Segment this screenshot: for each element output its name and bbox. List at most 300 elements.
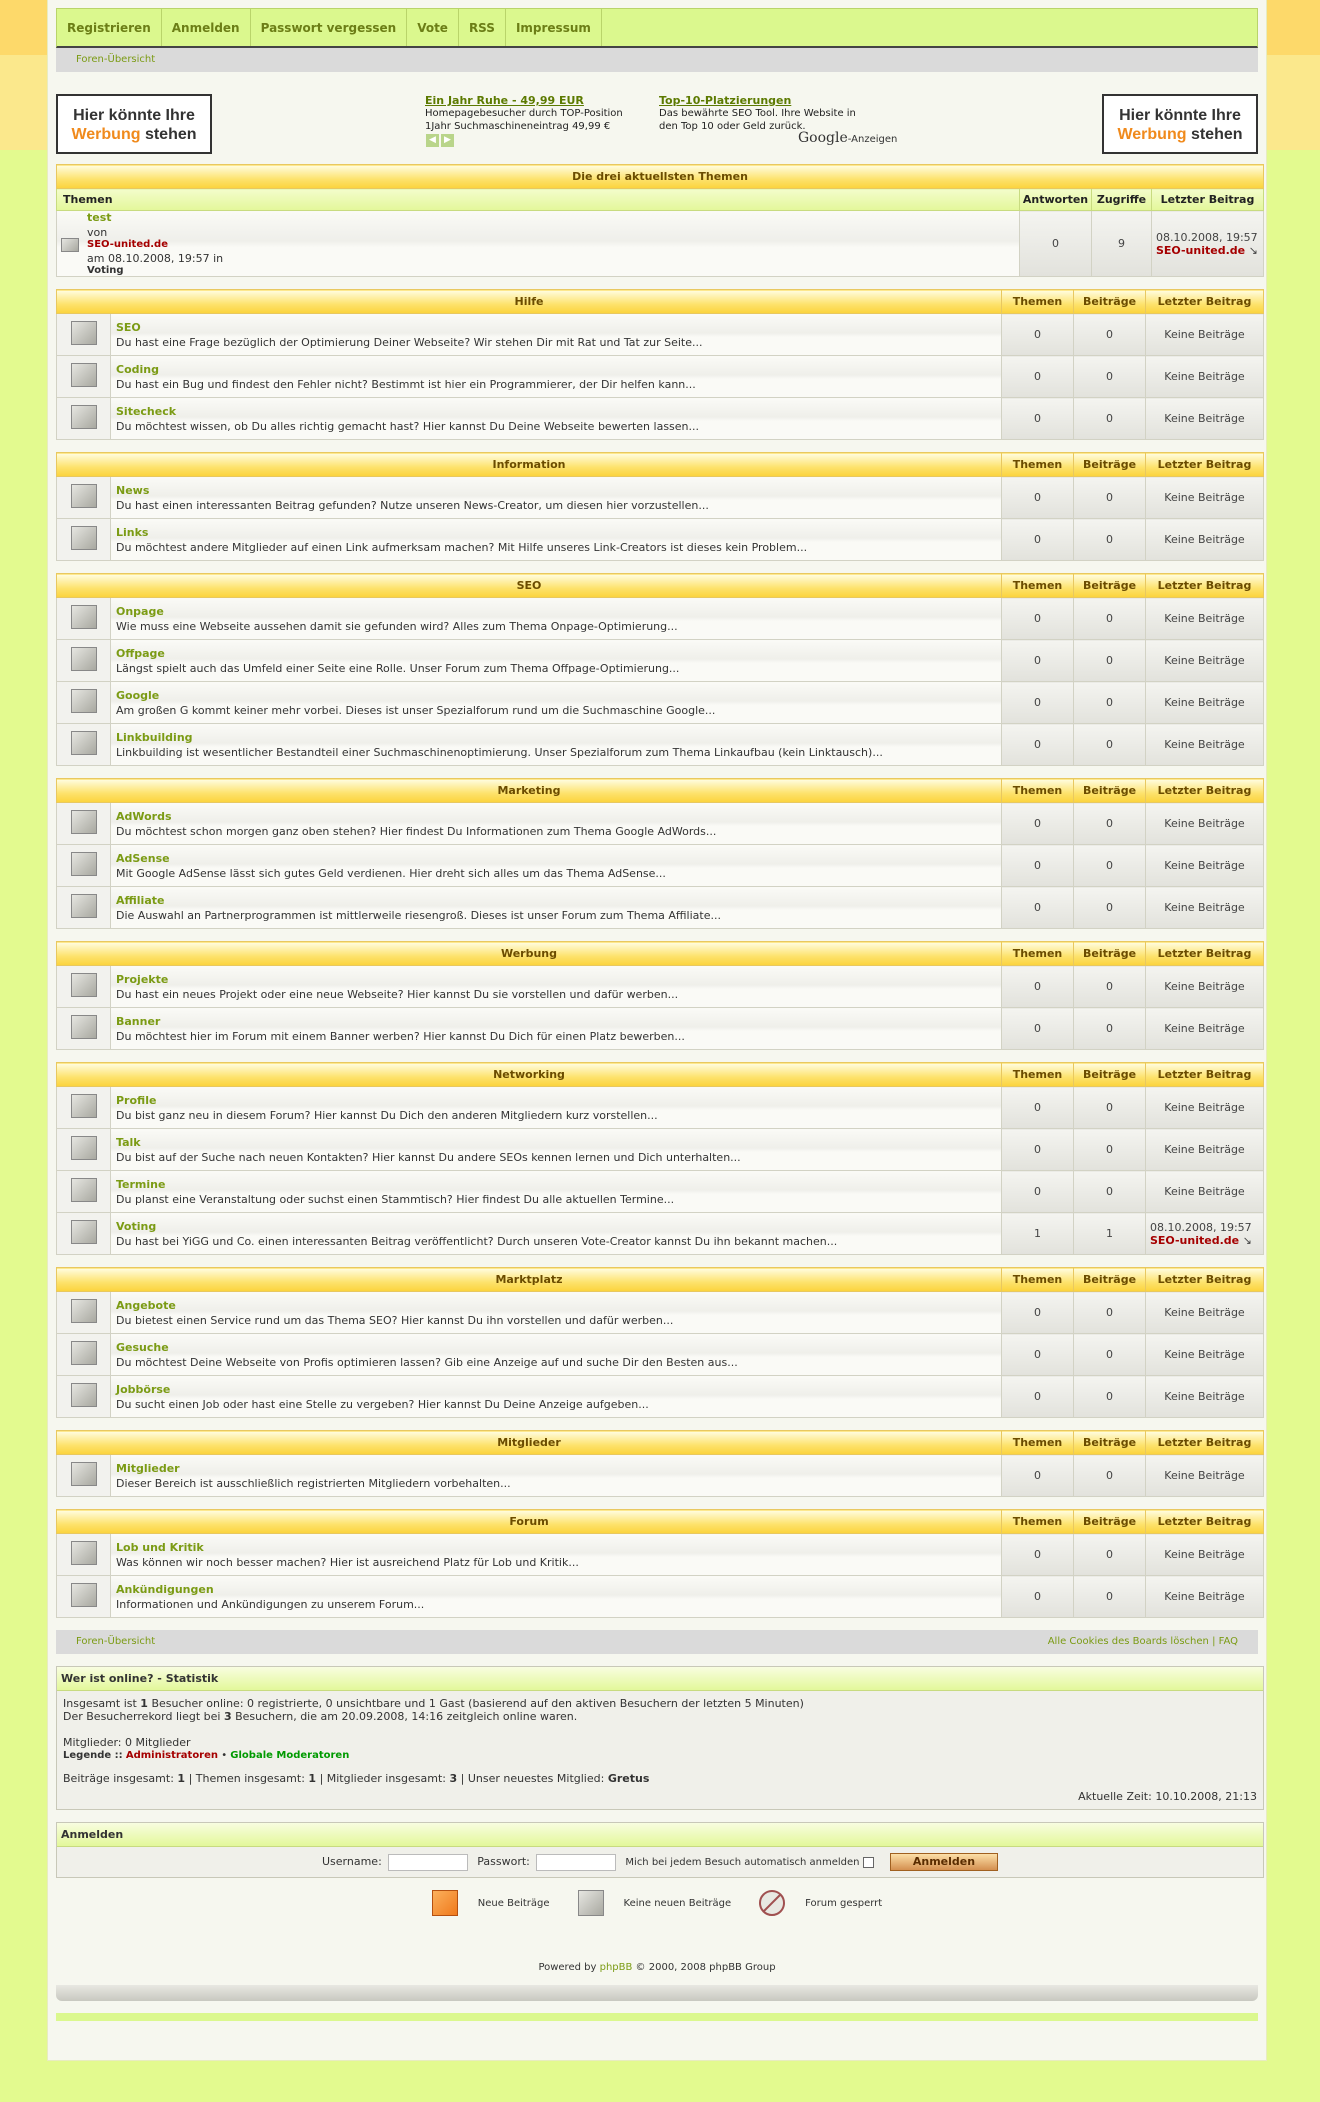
forum-last-post: Keine Beiträge	[1146, 1334, 1264, 1376]
forum-row	[57, 640, 1264, 682]
forum-last-post: Keine Beiträge	[1146, 314, 1264, 356]
ad-row	[56, 72, 1258, 164]
forum-link[interactable]: Linkbuilding	[116, 730, 193, 744]
ad-box-highlight: Werbung	[1117, 126, 1187, 143]
forum-status-icon	[71, 1136, 97, 1160]
col-beitraege: Beiträge	[1074, 942, 1146, 966]
col-letzter: Letzter Beitrag	[1146, 1268, 1264, 1292]
forum-status-icon	[71, 1383, 97, 1407]
forum-link[interactable]: Lob und Kritik	[116, 1540, 204, 1554]
col-themen: Themen	[1002, 1268, 1074, 1292]
col-letzter: Letzter Beitrag	[1146, 1431, 1264, 1455]
col-letzter: Letzter Beitrag	[1146, 453, 1264, 477]
forum-last-user-link[interactable]: SEO-united.de	[1150, 1233, 1240, 1247]
category-title: Mitglieder	[57, 1431, 1002, 1455]
ad-box-text: stehen	[144, 126, 197, 143]
forum-post-count: 0	[1074, 314, 1146, 356]
forum-last-post: Keine Beiträge	[1146, 803, 1264, 845]
forum-post-count: 0	[1074, 1008, 1146, 1050]
forum-last-post: Keine Beiträge	[1146, 640, 1264, 682]
phpbb-link[interactable]: phpBB	[599, 1962, 633, 1973]
forum-topic-count: 0	[1002, 598, 1074, 640]
forum-description: Informationen und Ankündigungen zu unserem Forum...	[116, 1597, 425, 1611]
legend-none-label: Keine neuen Beiträge	[623, 1897, 732, 1909]
login-button[interactable]: Anmelden	[890, 1853, 998, 1871]
forum-post-count: 1	[1074, 1213, 1146, 1255]
new-posts-icon	[432, 1890, 458, 1916]
forum-description: Du möchtest hier im Forum mit einem Banner werben? Hier kannst Du Dich für einen Platz bewerben...	[116, 1029, 685, 1043]
col-letzter: Letzter Beitrag	[1146, 779, 1264, 803]
col-letzter: Letzter Beitrag	[1146, 574, 1264, 598]
ad-box-highlight: Werbung	[71, 126, 141, 143]
forum-link[interactable]: Sitecheck	[116, 404, 177, 418]
topic-author-link[interactable]: SEO-united.de	[87, 239, 168, 250]
nav-register-link[interactable]: Registrieren	[57, 9, 162, 46]
forum-last-post: Keine Beiträge	[1146, 887, 1264, 929]
forum-topic-count: 0	[1002, 1292, 1074, 1334]
forum-link[interactable]: Google	[116, 688, 160, 702]
topic-replies: 0	[1020, 211, 1092, 277]
breadcrumb-index-link[interactable]: Foren-Übersicht	[76, 54, 156, 65]
latest-topics-title: Die drei aktuellsten Themen	[57, 165, 1264, 189]
forum-link[interactable]: Angebote	[116, 1298, 176, 1312]
forum-topic-count: 0	[1002, 803, 1074, 845]
forum-last-post: Keine Beiträge	[1146, 1008, 1264, 1050]
forum-status-icon	[71, 1015, 97, 1039]
stats-text: | Mitglieder insgesamt:	[319, 1772, 446, 1785]
topic-icon	[61, 238, 79, 252]
forum-last-post: Keine Beiträge	[1146, 519, 1264, 561]
password-input[interactable]	[536, 1854, 616, 1871]
forum-description: Du möchtest wissen, ob Du alles richtig gemacht hast? Hier kannst Du Deine Webseite bewerten lassen...	[116, 419, 700, 433]
powered-text: Powered by	[538, 1962, 597, 1973]
col-beitraege: Beiträge	[1074, 1268, 1146, 1292]
forum-row	[57, 519, 1264, 561]
forum-row	[57, 1213, 1264, 1255]
separator: |	[1212, 1636, 1216, 1647]
forum-description: Du möchtest Deine Webseite von Profis optimieren lassen? Gib eine Anzeige auf und suche Dir den Besten aus...	[116, 1355, 738, 1369]
login-box	[56, 1822, 1264, 1878]
forum-link[interactable]: Offpage	[116, 646, 165, 660]
forum-description: Die Auswahl an Partnerprogrammen ist mittlerweile riesengroß. Dieses ist unser Forum zum Thema Affiliate...	[116, 908, 721, 922]
forum-status-icon	[71, 363, 97, 387]
forum-row	[57, 1534, 1264, 1576]
forum-post-count: 0	[1074, 803, 1146, 845]
anzeigen-label: -Anzeigen	[847, 134, 898, 145]
forum-row	[57, 1087, 1264, 1129]
view-latest-post-icon[interactable]: ↘	[1248, 243, 1258, 257]
forum-description: Du sucht einen Job oder hast eine Stelle zu vergeben? Hier kannst Du Deine Anzeige aufgeben...	[116, 1397, 649, 1411]
col-zugriffe: Zugriffe	[1092, 189, 1152, 211]
forum-last-post: Keine Beiträge	[1146, 598, 1264, 640]
topic-forum-link[interactable]: Voting	[87, 265, 124, 276]
forum-row	[57, 1376, 1264, 1418]
forum-status-icon	[71, 1220, 97, 1244]
topic-by-label: von	[87, 226, 108, 239]
forum-last-post: Keine Beiträge	[1146, 1087, 1264, 1129]
legend-new-label: Neue Beiträge	[477, 1897, 550, 1909]
forum-topic-count: 0	[1002, 1129, 1074, 1171]
forum-row	[57, 887, 1264, 929]
forum-description: Du möchtest schon morgen ganz oben stehen? Hier findest Du Informationen zum Thema Google AdWords...	[116, 824, 717, 838]
username-label: Username:	[322, 1855, 382, 1868]
legend-mod[interactable]: Globale Moderatoren	[230, 1750, 350, 1761]
forum-description: Du hast ein Bug und findest den Fehler nicht? Bestimmt ist hier ein Programmierer, der Dir helfen kann...	[116, 377, 696, 391]
forum-description: Mit Google AdSense lässt sich gutes Geld verdienen. Hier dreht sich alles um das Thema AdSense...	[116, 866, 666, 880]
category-table	[56, 452, 1264, 561]
forum-link[interactable]: Projekte	[116, 972, 169, 986]
forum-status-icon	[71, 1299, 97, 1323]
forum-row	[57, 1455, 1264, 1497]
google-ad-1-title[interactable]: Ein Jahr Ruhe - 49,99 EUR	[425, 94, 584, 107]
forum-link[interactable]: Voting	[116, 1219, 157, 1233]
forum-topic-count: 0	[1002, 1171, 1074, 1213]
no-new-posts-icon	[578, 1890, 604, 1916]
stats-text: Besuchern, die am 20.09.2008, 14:16 zeitgleich online waren.	[235, 1710, 578, 1723]
google-ad-1-line: 1Jahr Suchmaschineneintrag 49,99 €	[425, 121, 611, 132]
forum-link[interactable]: Gesuche	[116, 1340, 169, 1354]
forum-row	[57, 398, 1264, 440]
forum-last-post: Keine Beiträge	[1146, 1292, 1264, 1334]
forum-description: Du planst eine Veranstaltung oder suchst einen Stammtisch? Hier findest Du alle aktuellen Termine...	[116, 1192, 675, 1206]
ad-box-text: Hier könnte Ihre	[1119, 107, 1241, 124]
forum-last-post: Keine Beiträge	[1146, 1534, 1264, 1576]
forum-description: Linkbuilding ist wesentlicher Bestandteil einer Suchmaschinenoptimierung. Unser Spezialforum zum Thema Linkaufbau (kein Linktausch)...	[116, 745, 883, 759]
forum-last-post: Keine Beiträge	[1146, 966, 1264, 1008]
forum-link[interactable]: Links	[116, 525, 149, 539]
forum-topic-count: 0	[1002, 314, 1074, 356]
forum-topic-count: 0	[1002, 519, 1074, 561]
google-ad-2[interactable]	[659, 94, 856, 133]
ad-prev-icon[interactable]: ◀	[426, 134, 439, 147]
forum-description: Du bietest einen Service rund um das Thema SEO? Hier kannst Du ihn vorstellen und dafür werben...	[116, 1313, 674, 1327]
username-input[interactable]	[388, 1854, 468, 1871]
forum-topic-count: 0	[1002, 724, 1074, 766]
google-ad-1-line: Homepagebesucher durch TOP-Position	[425, 108, 623, 119]
forum-topic-count: 0	[1002, 1576, 1074, 1618]
google-logo: Google	[798, 130, 848, 146]
col-letzter: Letzter Beitrag	[1146, 1510, 1264, 1534]
online-stats-body	[57, 1691, 1263, 1809]
forum-status-icon	[71, 852, 97, 876]
forum-status-icon	[71, 1094, 97, 1118]
forum-row	[57, 356, 1264, 398]
forum-row	[57, 1171, 1264, 1213]
forum-post-count: 0	[1074, 682, 1146, 724]
google-ad-1[interactable]	[425, 94, 623, 133]
legend-admin[interactable]: Administratoren	[125, 1750, 219, 1761]
forum-row	[57, 314, 1264, 356]
stats-number: 1	[308, 1772, 317, 1785]
latest-topics-table	[56, 164, 1264, 277]
forum-topic-count: 0	[1002, 640, 1074, 682]
view-latest-post-icon[interactable]: ↘	[1242, 1233, 1252, 1247]
col-beitraege: Beiträge	[1074, 779, 1146, 803]
ad-box-text: Hier könnte Ihre	[73, 107, 195, 124]
top-navigation	[56, 8, 1258, 48]
forum-status-icon	[71, 1178, 97, 1202]
topic-date-label: am 08.10.2008, 19:57 in	[87, 252, 224, 265]
col-themen: Themen	[1002, 942, 1074, 966]
forum-status-icon	[71, 405, 97, 429]
latest-topic-link[interactable]: test	[87, 211, 112, 224]
forum-post-count: 0	[1074, 1576, 1146, 1618]
category-title: Marktplatz	[57, 1268, 1002, 1292]
forum-last-date: 08.10.2008, 19:57	[1150, 1220, 1252, 1234]
forum-status-icon	[71, 526, 97, 550]
col-letzter: Letzter Beitrag	[1146, 942, 1264, 966]
ad-arrows	[426, 132, 456, 147]
breadcrumb	[56, 48, 1258, 72]
legend-bullet: •	[221, 1750, 228, 1761]
col-themen: Themen	[57, 189, 1020, 211]
col-themen: Themen	[1002, 574, 1074, 598]
forum-topic-count: 0	[1002, 887, 1074, 929]
login-title: Anmelden	[57, 1823, 1263, 1847]
forum-last-post: Keine Beiträge	[1146, 1171, 1264, 1213]
stats-members: Mitglieder: 0 Mitglieder	[63, 1736, 191, 1749]
forum-row	[57, 966, 1264, 1008]
forum-topic-count: 0	[1002, 477, 1074, 519]
forum-last-post: Keine Beiträge	[1146, 356, 1264, 398]
forum-topic-count: 0	[1002, 1087, 1074, 1129]
ad-box-text: stehen	[1190, 126, 1243, 143]
forum-status-icon	[71, 321, 97, 345]
forum-link[interactable]: Coding	[116, 362, 159, 376]
category-table	[56, 289, 1264, 440]
forum-topic-count: 0	[1002, 398, 1074, 440]
nav-password-link[interactable]: Passwort vergessen	[251, 9, 408, 46]
stats-text: Beiträge insgesamt:	[63, 1772, 174, 1785]
nav-impressum-link[interactable]: Impressum	[506, 9, 602, 46]
password-label: Passwort:	[477, 1855, 530, 1868]
bottom-index-link[interactable]: Foren-Übersicht	[76, 1636, 156, 1647]
forum-last-post	[1146, 1213, 1264, 1255]
col-themen: Themen	[1002, 779, 1074, 803]
forum-description: Am großen G kommt keiner mehr vorbei. Dieses ist unser Spezialforum rund um die Suchmaschine Google...	[116, 703, 716, 717]
forum-link[interactable]: Mitglieder	[116, 1461, 180, 1475]
forum-topic-count: 0	[1002, 1455, 1074, 1497]
category-table	[56, 941, 1264, 1050]
newest-member-link[interactable]: Gretus	[607, 1772, 650, 1785]
forum-row	[57, 1292, 1264, 1334]
col-beitraege: Beiträge	[1074, 1510, 1146, 1534]
copyright-text: © 2000, 2008 phpBB Group	[635, 1962, 776, 1973]
forum-last-post: Keine Beiträge	[1146, 682, 1264, 724]
online-stats-title: Wer ist online? - Statistik	[57, 1667, 1263, 1691]
forum-status-icon	[71, 1583, 97, 1607]
category-title: Networking	[57, 1063, 1002, 1087]
forum-status-icon	[71, 647, 97, 671]
forum-post-count: 0	[1074, 1292, 1146, 1334]
footer-bar-bottom	[56, 2013, 1258, 2021]
topic-last-date: 08.10.2008, 19:57	[1156, 230, 1258, 244]
forum-link[interactable]: News	[116, 483, 150, 497]
footer-powered	[56, 1962, 1258, 1973]
forum-description: Dieser Bereich ist ausschließlich registrierten Mitgliedern vorbehalten...	[116, 1476, 511, 1490]
col-themen: Themen	[1002, 290, 1074, 314]
forum-link[interactable]: Termine	[116, 1177, 166, 1191]
category-table	[56, 778, 1264, 929]
forum-row	[57, 1008, 1264, 1050]
forum-description: Du bist ganz neu in diesem Forum? Hier kannst Du Dich den anderen Mitgliedern kurz vorstellen...	[116, 1108, 658, 1122]
forum-locked-icon	[759, 1890, 785, 1916]
category-table	[56, 1267, 1264, 1418]
google-ad-2-line: Das bewährte SEO Tool. Ihre Website in	[659, 108, 856, 119]
forum-description: Du möchtest andere Mitglieder auf einen Link aufmerksam machen? Mit Hilfe unseres Link-Creators ist dieses kein Problem...	[116, 540, 808, 554]
forum-categories	[56, 289, 1258, 1618]
forum-link[interactable]: Profile	[116, 1093, 157, 1107]
google-ads-brand[interactable]	[798, 130, 897, 146]
category-title: Forum	[57, 1510, 1002, 1534]
category-table	[56, 1509, 1264, 1618]
forum-link[interactable]: Jobbörse	[116, 1382, 171, 1396]
forum-link[interactable]: Banner	[116, 1014, 161, 1028]
category-table	[56, 573, 1264, 766]
forum-post-count: 0	[1074, 887, 1146, 929]
legend-label: Legende ::	[63, 1750, 123, 1761]
stats-number: 3	[449, 1772, 458, 1785]
forum-status-icon	[71, 484, 97, 508]
col-letzter: Letzter Beitrag	[1146, 290, 1264, 314]
nav-vote-link[interactable]: Vote	[407, 9, 459, 46]
forum-post-count: 0	[1074, 1534, 1146, 1576]
forum-post-count: 0	[1074, 477, 1146, 519]
stats-number: 1	[140, 1697, 148, 1710]
category-table	[56, 1430, 1264, 1497]
topic-last-user-link[interactable]: SEO-united.de	[1156, 243, 1246, 257]
forum-status-icon	[71, 1341, 97, 1365]
forum-status-icon	[71, 731, 97, 755]
forum-post-count: 0	[1074, 1171, 1146, 1213]
forum-post-count: 0	[1074, 640, 1146, 682]
forum-post-count: 0	[1074, 1087, 1146, 1129]
forum-post-count: 0	[1074, 598, 1146, 640]
forum-post-count: 0	[1074, 1376, 1146, 1418]
forum-status-icon	[71, 810, 97, 834]
forum-status-icon	[71, 1462, 97, 1486]
forum-row	[57, 598, 1264, 640]
forum-row	[57, 845, 1264, 887]
col-antworten: Antworten	[1020, 189, 1092, 211]
current-time: Aktuelle Zeit: 10.10.2008, 21:13	[1078, 1790, 1257, 1803]
forum-row	[57, 1576, 1264, 1618]
stats-text: Der Besucherrekord liegt bei	[63, 1710, 221, 1723]
forum-last-post: Keine Beiträge	[1146, 398, 1264, 440]
forum-topic-count: 0	[1002, 966, 1074, 1008]
stats-text: Besucher online: 0 registrierte, 0 unsichtbare und 1 Gast (basierend auf den aktiven Besuchern der letzten 5 Minuten)	[151, 1697, 804, 1710]
legend-locked-label: Forum gesperrt	[805, 1897, 883, 1909]
forum-description: Du hast eine Frage bezüglich der Optimierung Deiner Webseite? Wir stehen Dir mit Rat und Tat zur Seite...	[116, 335, 703, 349]
forum-link[interactable]: Onpage	[116, 604, 164, 618]
forum-topic-count: 0	[1002, 682, 1074, 724]
topic-views: 9	[1092, 211, 1152, 277]
category-title: Werbung	[57, 942, 1002, 966]
category-title: SEO	[57, 574, 1002, 598]
col-beitraege: Beiträge	[1074, 290, 1146, 314]
col-letzter: Letzter Beitrag	[1152, 189, 1264, 211]
forum-last-post: Keine Beiträge	[1146, 1376, 1264, 1418]
ad-box-left[interactable]	[56, 94, 212, 154]
category-title: Hilfe	[57, 290, 1002, 314]
forum-topic-count: 0	[1002, 1008, 1074, 1050]
forum-post-count: 0	[1074, 1334, 1146, 1376]
forum-description: Du hast einen interessanten Beitrag gefunden? Nutze unseren News-Creator, um diesen hier vorzustellen...	[116, 498, 709, 512]
forum-link[interactable]: Talk	[116, 1135, 141, 1149]
stats-text: Insgesamt ist	[63, 1697, 137, 1710]
forum-row	[57, 1129, 1264, 1171]
online-stats	[56, 1666, 1264, 1810]
ad-box-right[interactable]	[1102, 94, 1258, 154]
forum-link[interactable]: SEO	[116, 320, 141, 334]
col-themen: Themen	[1002, 453, 1074, 477]
col-beitraege: Beiträge	[1074, 453, 1146, 477]
nav-login-link[interactable]: Anmelden	[162, 9, 251, 46]
forum-description: Du bist auf der Suche nach neuen Kontakten? Hier kannst Du andere SEOs kennen lernen und Dich unterhalten...	[116, 1150, 741, 1164]
col-themen: Themen	[1002, 1431, 1074, 1455]
forum-status-icon	[71, 689, 97, 713]
forum-post-count: 0	[1074, 1129, 1146, 1171]
forum-post-count: 0	[1074, 845, 1146, 887]
forum-link[interactable]: AdSense	[116, 851, 170, 865]
forum-description: Du hast ein neues Projekt oder eine neue Webseite? Hier kannst Du sie vorstellen und dafür werben...	[116, 987, 679, 1001]
latest-topic-row	[57, 211, 1264, 277]
forum-topic-count: 0	[1002, 356, 1074, 398]
autologin-label: Mich bei jedem Besuch automatisch anmelden	[625, 1857, 860, 1868]
forum-post-count: 0	[1074, 1455, 1146, 1497]
forum-topic-count: 1	[1002, 1213, 1074, 1255]
forum-status-icon	[71, 973, 97, 997]
bottom-breadcrumb	[56, 1630, 1258, 1654]
forum-link[interactable]: Ankündigungen	[116, 1582, 214, 1596]
forum-status-icon	[71, 894, 97, 918]
delete-cookies-link[interactable]: Alle Cookies des Boards löschen	[1047, 1636, 1209, 1647]
forum-last-post: Keine Beiträge	[1146, 1455, 1264, 1497]
col-themen: Themen	[1002, 1510, 1074, 1534]
forum-link[interactable]: Affiliate	[116, 893, 165, 907]
topic-last-post	[1152, 211, 1264, 277]
ad-next-icon[interactable]: ▶	[441, 134, 454, 147]
google-ad-2-title[interactable]: Top-10-Platzierungen	[659, 94, 792, 107]
forum-description: Längst spielt auch das Umfeld einer Seite eine Rolle. Unser Forum zum Thema Offpage-Optimierung...	[116, 661, 680, 675]
forum-description: Du hast bei YiGG und Co. einen interessanten Beitrag veröffentlicht? Durch unseren Vote-Creator kannst Du ihn bekannt machen...	[116, 1234, 838, 1248]
stats-text: | Unser neuestes Mitglied:	[460, 1772, 605, 1785]
category-table	[56, 1062, 1264, 1255]
forum-row	[57, 1334, 1264, 1376]
page-wrapper	[48, 0, 1266, 2060]
forum-topic-count: 0	[1002, 1534, 1074, 1576]
forum-last-post: Keine Beiträge	[1146, 1576, 1264, 1618]
stats-number: 3	[223, 1710, 232, 1723]
footer-bar	[56, 1985, 1258, 2001]
col-beitraege: Beiträge	[1074, 1063, 1146, 1087]
forum-status-icon	[71, 605, 97, 629]
forum-last-post: Keine Beiträge	[1146, 724, 1264, 766]
autologin-checkbox[interactable]	[863, 1857, 874, 1868]
nav-rss-link[interactable]: RSS	[459, 9, 506, 46]
forum-topic-count: 0	[1002, 1334, 1074, 1376]
forum-row	[57, 477, 1264, 519]
forum-last-post: Keine Beiträge	[1146, 1129, 1264, 1171]
login-row	[57, 1847, 1263, 1877]
forum-post-count: 0	[1074, 398, 1146, 440]
faq-link[interactable]: FAQ	[1218, 1636, 1238, 1647]
stats-text: | Themen insgesamt:	[188, 1772, 305, 1785]
icon-legend	[56, 1890, 1258, 1916]
col-beitraege: Beiträge	[1074, 574, 1146, 598]
forum-post-count: 0	[1074, 966, 1146, 1008]
forum-link[interactable]: AdWords	[116, 809, 172, 823]
